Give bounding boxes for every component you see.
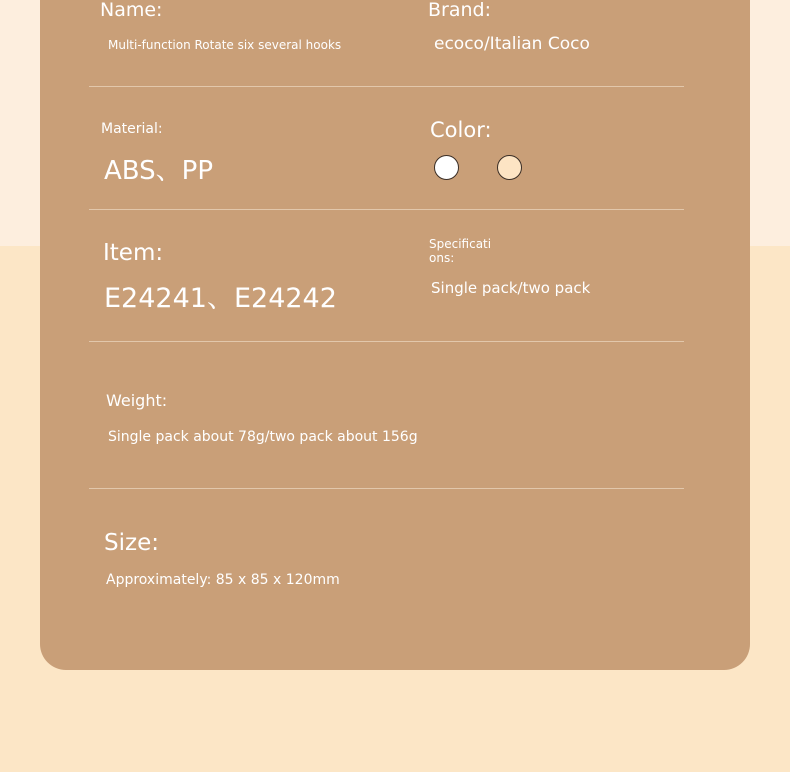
color-swatch-white bbox=[434, 155, 459, 180]
spec-card bbox=[40, 0, 750, 670]
divider bbox=[89, 209, 684, 210]
divider bbox=[89, 341, 684, 342]
material-label: Material: bbox=[101, 121, 163, 137]
specifications-value: Single pack/two pack bbox=[431, 279, 591, 297]
size-label: Size: bbox=[104, 530, 159, 556]
color-label: Color: bbox=[430, 118, 492, 142]
specifications-label bbox=[429, 237, 491, 265]
brand-value: ecoco/Italian Coco bbox=[434, 34, 590, 54]
brand-label: Brand: bbox=[428, 0, 491, 21]
item-value: E24241、E24242 bbox=[104, 283, 337, 314]
weight-label: Weight: bbox=[106, 391, 168, 410]
item-label: Item: bbox=[103, 240, 164, 266]
divider bbox=[89, 86, 684, 87]
divider bbox=[89, 488, 684, 489]
specifications-label-line1: Specificati bbox=[429, 237, 492, 251]
size-value: Approximately: 85 x 85 x 120mm bbox=[106, 572, 340, 588]
weight-value: Single pack about 78g/two pack about 156g bbox=[108, 429, 418, 445]
name-value: Multi-function Rotate six several hooks bbox=[108, 38, 342, 52]
color-swatch-cream bbox=[497, 155, 522, 180]
material-value: ABS、PP bbox=[104, 156, 214, 186]
name-label: Name: bbox=[100, 0, 163, 21]
specifications-label-line2: ons: bbox=[429, 251, 455, 265]
